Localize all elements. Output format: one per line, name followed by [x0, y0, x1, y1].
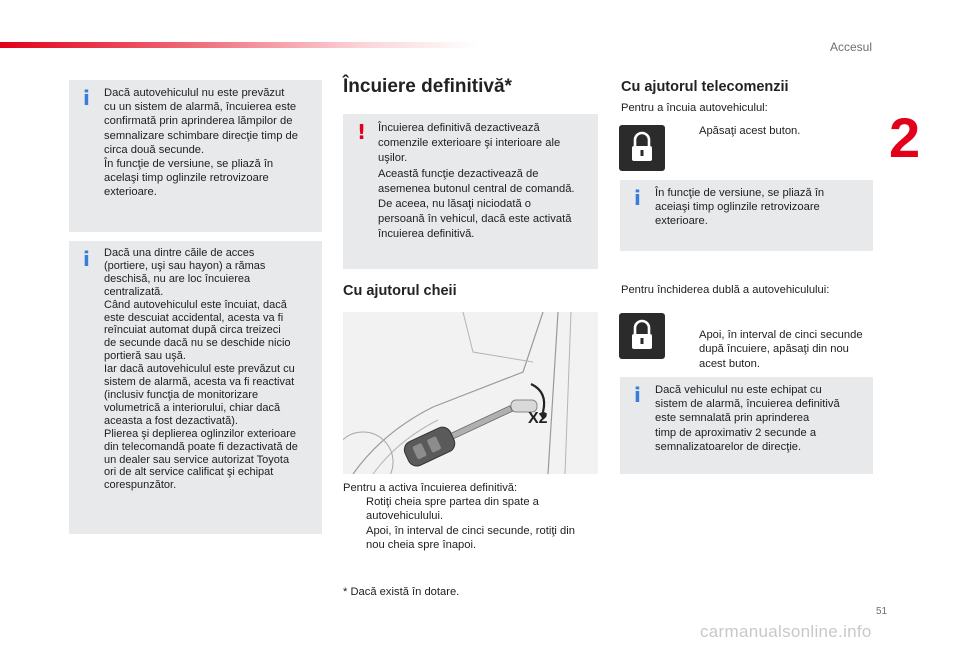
- key-section-heading: Cu ajutorul cheii: [343, 283, 457, 299]
- car-door-key-illustration: [343, 312, 598, 474]
- warning-icon: !: [357, 120, 367, 144]
- info-icon: i: [634, 383, 641, 407]
- step-text: Rotiţi cheia spre partea din spate a autovehiculului.: [366, 496, 539, 523]
- info-box-auto-relock: [69, 241, 322, 534]
- info-text: Dacă una dintre căile de acces (portiere, uşi sau hayon) a rămas deschisă, nu are loc încuierea centralizată. Când autovehiculul este încuiat, dacă este descuiat accidental, acesta va fi reîncuiat automat după circa treizeci de secunde dacă nu se deschide nicio portieră sau uşă. Iar dacă autovehiculul este prevăzut cu sistem de alarmă, acesta va fi reactivat (inclusiv funcţia de monitorizare volumetrică a interiorului, chiar dacă aceasta a fost dezactivată). Plierea şi deplierea oglinzilor exterioare din telecomandă poate fi dezactivată de un dealer sau service autorizat Toyota ori de alt service calificat şi echipat corespunzător.: [104, 247, 298, 492]
- step-text: Apăsaţi acest buton.: [699, 125, 801, 137]
- activate-intro: Pentru a activa încuierea definitivă:: [343, 482, 518, 494]
- info-box-lock-confirmation: [69, 80, 322, 232]
- page-title: Încuiere definitivă*: [343, 76, 512, 97]
- activate-instructions: [343, 481, 603, 552]
- chapter-number: 2: [889, 106, 921, 169]
- rotation-count-label: X2: [528, 410, 548, 427]
- double-lock-intro: Pentru închiderea dublă a autovehiculului:: [621, 284, 830, 296]
- step-text: Apoi, în interval de cinci secunde după încuiere, apăsaţi din nou acest buton.: [699, 329, 863, 370]
- remote-step-1: [676, 124, 899, 138]
- lock-button-icon: [619, 313, 665, 359]
- warning-box-deadlock: [343, 114, 598, 269]
- info-box-mirrors: [620, 180, 873, 251]
- info-text: Dacă vehiculul nu este echipat cu sistem de alarmă, încuierea definitivă este semnalată prin aprinderea timp de aproximativ 2 secunde a semnalizatoarelor de direcţie.: [655, 384, 840, 453]
- remote-section-heading: Cu ajutorul telecomenzii: [621, 79, 789, 95]
- info-text: Dacă autovehiculul nu este prevăzut cu un sistem de alarmă, încuierea este confirmată prin aprinderea lămpilor de semnalizare schimbare direcţie timp de circa două secunde. În funcţie de versiune, se pliază în acelaşi timp oglinzile retrovizoare exterioare.: [104, 87, 298, 199]
- page-number: 51: [876, 606, 888, 617]
- header-accent-bar: [0, 42, 480, 48]
- section-title: Accesul: [829, 40, 872, 54]
- info-icon: i: [634, 186, 641, 210]
- info-icon: i: [83, 86, 90, 110]
- remote-step-2: [676, 328, 909, 371]
- step-item: [343, 495, 603, 523]
- step-item: [343, 524, 603, 552]
- info-box-alarm-signal: [620, 377, 873, 474]
- step-text: Apoi, în interval de cinci secunde, rotiţi din nou cheia spre înapoi.: [366, 524, 575, 551]
- watermark: carmanualsonline.info: [700, 622, 872, 641]
- info-text: În funcţie de versiune, se pliază în aceiaşi timp oglinzile retrovizoare exterioare.: [655, 187, 825, 228]
- info-icon: i: [83, 247, 90, 271]
- lock-intro: Pentru a încuia autovehiculul:: [621, 102, 768, 114]
- warning-text: Încuierea definitivă dezactivează comenzile exterioare şi interioare ale uşilor. Această funcţie dezactivează de asemenea butonul central de comandă. De aceea, nu lăsaţi niciodată o persoană în vehicul, dacă este activată încuierea definitivă.: [378, 122, 575, 241]
- lock-button-icon: [619, 125, 665, 171]
- footnote: * Dacă există în dotare.: [343, 586, 460, 598]
